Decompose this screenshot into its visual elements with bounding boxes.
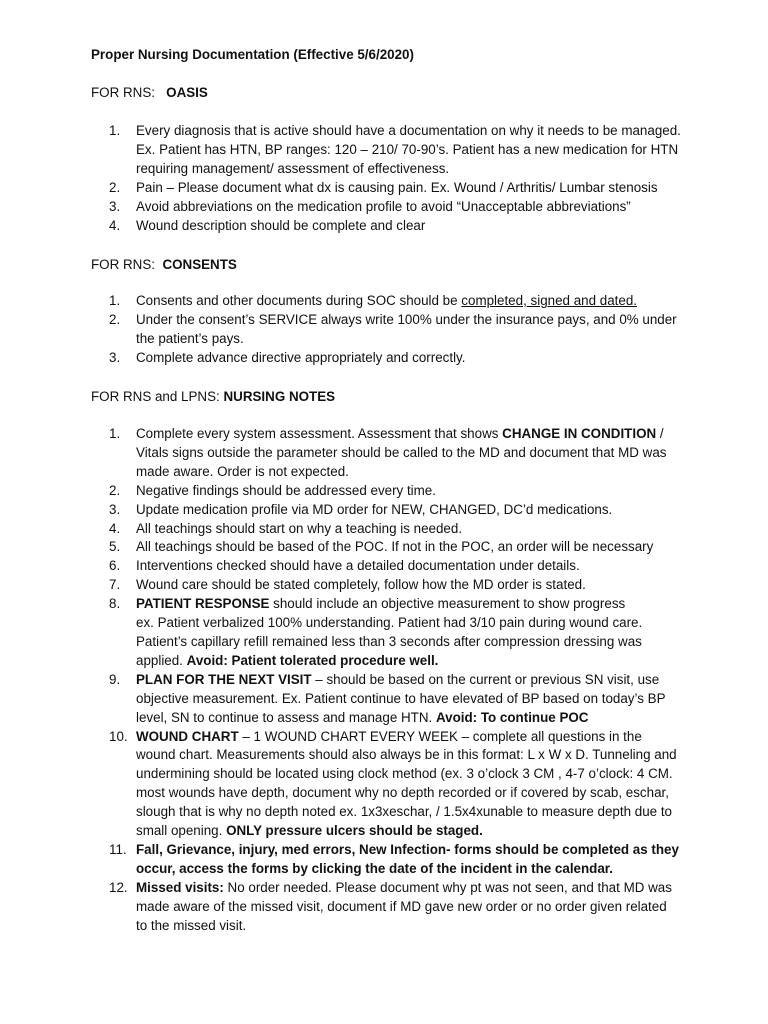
section-heading-title: CONSENTS	[162, 257, 237, 272]
list-item: 2. Negative findings should be addressed every time.	[109, 482, 436, 498]
section-heading-consents	[91, 256, 237, 275]
section-heading-title: NURSING NOTES	[223, 389, 336, 404]
list-item: 3. Complete advance directive appropriately and correctly.	[109, 349, 466, 365]
document-title: Proper Nursing Documentation (Effective 5/6/2020)	[91, 47, 414, 62]
list-item: 5. All teachings should be based of the POC. If not in the POC, an order will be necessary	[109, 539, 654, 555]
list-item: 8. PATIENT RESPONSE should include an objective measurement to show progress ex. Patient verbalized 100% understanding. Patient had 3/10 pain during wound care. Patient’s capillary refill remained less than 3 seconds after compression dressing was applied. Avoid: Patient tolerated procedure well.	[109, 596, 643, 668]
list-item: 4. Wound description should be complete and clear	[109, 217, 426, 233]
list-item: 3. Update medication profile via MD order for NEW, CHANGED, DC’d medications.	[109, 501, 613, 517]
section-heading-prefix: FOR RNS:	[91, 257, 155, 272]
list-item: 10. WOUND CHART – 1 WOUND CHART EVERY WEEK – complete all questions in the wound chart. Measurements should also always be in this format: L x W x D. Tunneling and undermining should be located using clock method (ex. 3 o’clock 3 CM , 4-7 o’clock: 4 CM. most wounds have depth, document why no depth recorded or if covered by scab, eschar, slough that is why no depth noted ex. 1x3xeschar, / 1.5x4xunable to measure depth due to small opening. ONLY pressure ulcers should be staged.	[109, 728, 677, 839]
list-item: 4. All teachings should start on why a teaching is needed.	[109, 520, 463, 536]
nursing-notes-list	[91, 425, 681, 935]
section-heading-title: OASIS	[166, 85, 208, 100]
list-item: 1. Every diagnosis that is active should have a documentation on why it needs to be managed. Ex. Patient has HTN, BP ranges: 120 – 210/ 70-90’s. Patient has a new medication for HTN requiring management/ assessment of effectiveness.	[109, 123, 681, 176]
section-heading-oasis	[91, 84, 208, 103]
oasis-list	[91, 122, 681, 235]
section-heading-prefix: FOR RNS and LPNS:	[91, 389, 220, 404]
list-item: 9. PLAN FOR THE NEXT VISIT – should be based on the current or previous SN visit, use objective measurement. Ex. Patient continue to have elevated of BP based on today’s BP level, SN to continue to assess and manage HTN. Avoid: To continue POC	[109, 671, 666, 725]
section-heading-prefix: FOR RNS:	[91, 85, 155, 100]
section-heading-nursing-notes	[91, 388, 335, 407]
list-item: 12. Missed visits: No order needed. Please document why pt was not seen, and that MD was made aware of the missed visit, document if MD gave new order or no order given related to the missed visit.	[109, 879, 672, 933]
list-item: 6. Interventions checked should have a detailed documentation under details.	[109, 558, 580, 574]
list-item: 2. Under the consent’s SERVICE always write 100% under the insurance pays, and 0% under the patient’s pays.	[109, 311, 677, 346]
consents-list	[91, 292, 681, 368]
list-item: 1. Consents and other documents during SOC should be completed, signed and dated.	[109, 293, 637, 308]
list-item: 11. Fall, Grievance, injury, med errors, New Infection- forms should be completed as they occur, access the forms by clicking the date of the incident in the calendar.	[109, 841, 679, 876]
list-item: 1. Complete every system assessment. Assessment that shows CHANGE IN CONDITION / Vitals signs outside the parameter should be called to the MD and document that MD was made aware. Order is not expected.	[109, 426, 667, 479]
list-item: 2. Pain – Please document what dx is causing pain. Ex. Wound / Arthritis/ Lumbar stenosis	[109, 179, 658, 195]
list-item: 3. Avoid abbreviations on the medication profile to avoid “Unacceptable abbreviations”	[109, 198, 631, 214]
list-item: 7. Wound care should be stated completely, follow how the MD order is stated.	[109, 577, 586, 593]
